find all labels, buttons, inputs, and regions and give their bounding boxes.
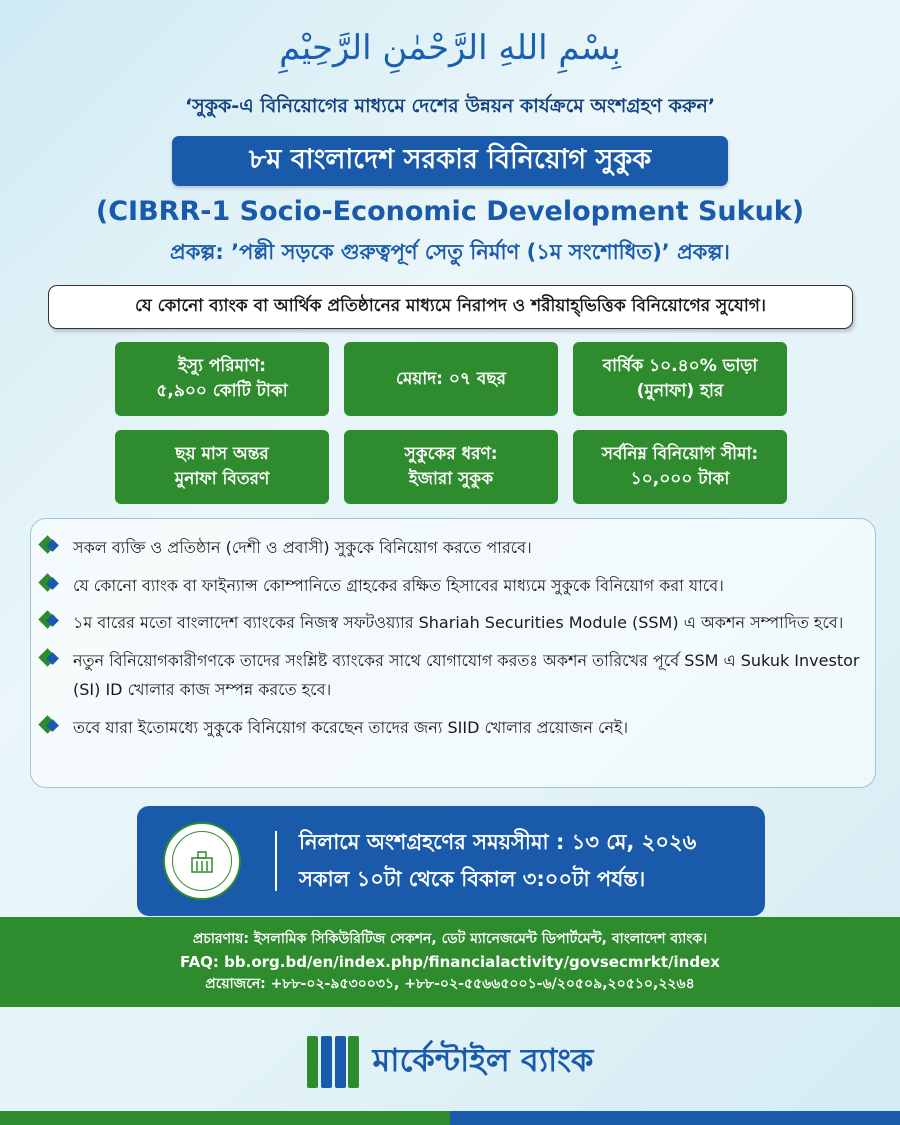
tile-label: মেয়াদ: ০৭ বছর — [395, 368, 507, 389]
auction-deadline-box — [137, 806, 765, 916]
seal-building-icon — [189, 850, 215, 874]
tile-label: সর্বনিম্ন বিনিয়োগ সীমা: — [601, 444, 759, 465]
point-text: নতুন বিনিয়োগকারীগণকে তাদের সংশ্লিষ্ট ব্যাংকের সাথে যোগাযোগ করতঃ অকশন তারিখের পূর্বে SSM এ Sukuk Investor (SI) ID খোলার কাজ সম্পন্ন করতে হবে। — [73, 650, 860, 700]
info-tiles — [115, 342, 787, 504]
tile-value: মুনাফা বিতরণ — [174, 469, 270, 489]
diamond-bullet-icon — [41, 649, 61, 669]
tile-label: সুকুকের ধরণ: — [404, 444, 498, 465]
deadline-text — [299, 824, 696, 898]
point-text: সকল ব্যক্তি ও প্রতিষ্ঠান (দেশী ও প্রবাসী) সুকুকে বিনিয়োগ করতে পারবে। — [73, 538, 532, 557]
faq-link[interactable]: FAQ: bb.org.bd/en/index.php/financialactivity/govsecmrkt/index — [180, 952, 720, 971]
list-item — [41, 608, 861, 638]
brand-logo — [0, 1022, 900, 1102]
deadline-date: নিলামে অংশগ্রহণের সময়সীমা : ১৩ মে, ২০২৬ — [299, 830, 697, 855]
tile-tenure — [344, 342, 558, 416]
bank-name: মার্কেন্টাইল ব্যাংক — [372, 1041, 594, 1079]
tile-value: ৫,৯০০ কোটি টাকা — [156, 381, 288, 401]
point-text: তবে যারা ইতোমধ্যে সুকুকে বিনিয়োগ করেছেন তাদের জন্য SIID খোলার প্রয়োজন নেই। — [73, 717, 629, 737]
list-item — [41, 533, 861, 563]
page-title: ৮ম বাংলাদেশ সরকার বিনিয়োগ সুকুক — [248, 143, 652, 175]
stripe-green — [0, 1111, 450, 1125]
point-text: ১ম বারের মতো বাংলাদেশ ব্যাংকের নিজস্ব সফটওয়্যার Shariah Securities Module (SSM) এ অকশন সম্পাদিত হবে। — [73, 613, 844, 633]
subtitle-english: (CIBRR-1 Socio-Economic Development Sukuk) — [95, 196, 805, 227]
diamond-bullet-icon — [41, 611, 61, 631]
tile-label: ছয় মাস অন্তর — [175, 444, 269, 465]
footer-info — [0, 917, 900, 1007]
project-name: প্রকল্প: ’পল্লী সড়কে গুরুত্বপূর্ণ সেতু নির্মাণ (১ম সংশোধিত)’ প্রকল্প। — [170, 240, 730, 264]
bismillah-text: بِسْمِ اللهِ الرَّحْمٰنِ الرَّحِيْمِ — [279, 28, 621, 68]
list-item — [41, 646, 861, 705]
bangladesh-bank-seal-icon — [163, 822, 241, 900]
point-text: যে কোনো ব্যাংক বা ফাইন্যান্স কোম্পানিতে গ্রাহকের রক্ষিত হিসাবের মাধ্যমে সুকুকে বিনিয়োগ করা যাবে। — [73, 575, 724, 595]
tile-profit-distribution — [115, 430, 329, 504]
contact-numbers: প্রয়োজনে: +৮৮-০২-৯৫৩০০৩১, +৮৮-০২-৫৫৬৬৫০০১-৬/২০৫০৯,২০৫১০,২২৬৪ — [205, 975, 695, 992]
publicity-text: প্রচারণায়: ইসলামিক সিকিউরিটিজ সেকশন, ডেট ম্যানেজমেন্ট ডিপার্টমেন্ট, বাংলাদেশ ব্যাংক। — [192, 931, 708, 947]
stripe-blue — [450, 1111, 900, 1125]
list-item — [41, 571, 861, 601]
bottom-stripe — [0, 1111, 900, 1125]
title-banner — [172, 136, 728, 186]
deadline-time: সকাল ১০টা থেকে বিকাল ৩:০০টা পর্যন্ত। — [299, 867, 646, 891]
notice-box — [48, 285, 853, 329]
mercantile-bank-logo-icon — [307, 1036, 359, 1088]
tile-issue-amount — [115, 342, 329, 416]
key-points-box — [30, 518, 876, 788]
list-item — [41, 713, 861, 743]
tile-value: ইজারা সুকুক — [408, 469, 494, 489]
tile-label: বার্ষিক ১০.৪০% ভাড়া — [602, 356, 758, 377]
notice-text: যে কোনো ব্যাংক বা আর্থিক প্রতিষ্ঠানের মাধ্যমে নিরাপদ ও শরীয়াহ্‌ভিত্তিক বিনিয়োগের সুযোগ। — [135, 296, 766, 316]
diamond-bullet-icon — [41, 536, 61, 556]
tile-rental-rate — [573, 342, 787, 416]
tile-value: (মুনাফা) হার — [636, 381, 724, 401]
diamond-bullet-icon — [41, 574, 61, 594]
tile-label: ইস্যু পরিমাণ: — [177, 356, 267, 377]
divider — [275, 831, 277, 891]
diamond-bullet-icon — [41, 716, 61, 736]
tile-sukuk-type — [344, 430, 558, 504]
tile-minimum-investment — [573, 430, 787, 504]
tagline: ‘সুকুক-এ বিনিয়োগের মাধ্যমে দেশের উন্নয়ন কার্যক্রমে অংশগ্রহণ করুন’ — [184, 95, 716, 117]
tile-value: ১০,০০০ টাকা — [630, 469, 730, 489]
